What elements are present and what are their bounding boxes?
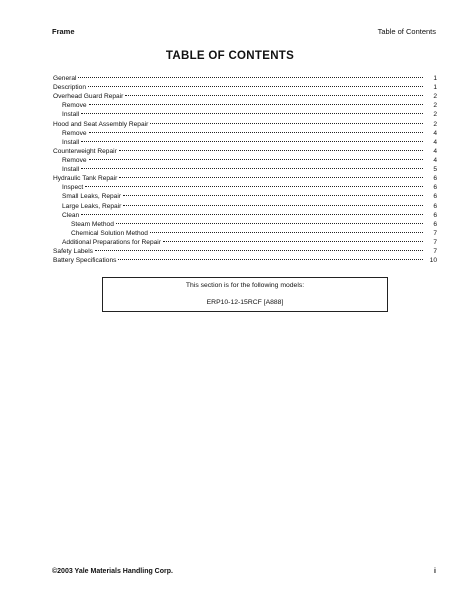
toc-entry[interactable] xyxy=(53,256,437,265)
toc-entry-page: 7 xyxy=(433,229,437,237)
page-title: TABLE OF CONTENTS xyxy=(165,50,295,62)
toc-entry-page: 4 xyxy=(433,138,437,146)
toc-entry-label: Install xyxy=(62,111,80,119)
toc-entry[interactable] xyxy=(53,192,437,201)
toc-entry[interactable] xyxy=(53,183,437,192)
dot-leader xyxy=(119,177,423,178)
toc-entry-label: Clean xyxy=(62,211,80,219)
toc-entry-page: 6 xyxy=(433,211,437,219)
dot-leader xyxy=(118,259,423,260)
toc-entry[interactable] xyxy=(53,74,437,83)
toc-entry-page: 2 xyxy=(433,120,437,128)
toc-entry-page: 5 xyxy=(433,166,437,174)
toc-entry-page: 6 xyxy=(433,202,437,210)
dot-leader xyxy=(95,250,423,251)
toc-entry[interactable] xyxy=(53,147,437,156)
table-of-contents xyxy=(53,74,437,265)
dot-leader xyxy=(150,123,423,124)
toc-entry-page: 6 xyxy=(433,193,437,201)
dot-leader xyxy=(78,77,423,78)
copyright-footer: ©2003 Yale Materials Handling Corp. xyxy=(52,568,173,575)
toc-entry[interactable] xyxy=(53,211,437,220)
toc-entry-label: Small Leaks, Repair xyxy=(62,193,122,201)
toc-entry-label: Safety Labels xyxy=(53,248,93,256)
dot-leader xyxy=(89,132,423,133)
toc-entry-label: Remove xyxy=(62,129,87,137)
toc-entry-page: 6 xyxy=(433,220,437,228)
toc-entry-page: 4 xyxy=(433,156,437,164)
dot-leader xyxy=(81,141,423,142)
toc-entry[interactable] xyxy=(53,238,437,247)
models-box xyxy=(102,277,388,312)
toc-entry[interactable] xyxy=(53,92,437,101)
dot-leader xyxy=(81,113,423,114)
toc-entry-label: General xyxy=(53,75,77,82)
toc-entry-label: Hydraulic Tank Repair xyxy=(53,175,118,183)
toc-entry-page: 1 xyxy=(433,84,437,92)
toc-entry-page: 10 xyxy=(429,257,437,265)
dot-leader xyxy=(123,195,423,196)
dot-leader xyxy=(89,104,423,105)
toc-entry[interactable] xyxy=(53,165,437,174)
toc-entry-page: 4 xyxy=(433,147,437,155)
toc-entry-page: 6 xyxy=(433,184,437,192)
toc-entry-label: Remove xyxy=(62,156,87,164)
toc-entry-label: Description xyxy=(53,84,86,92)
toc-entry[interactable] xyxy=(53,83,437,92)
dot-leader xyxy=(89,159,423,160)
running-header-section: Frame xyxy=(52,27,75,36)
toc-entry[interactable] xyxy=(53,174,437,183)
toc-entry-label: Install xyxy=(62,166,80,174)
toc-entry-label: Install xyxy=(62,138,80,146)
toc-entry-page: 2 xyxy=(433,102,437,110)
toc-entry-page: 4 xyxy=(433,129,437,137)
toc-entry-page: 2 xyxy=(433,93,437,101)
toc-entry-label: Remove xyxy=(62,102,87,110)
toc-entry-page: 6 xyxy=(433,175,437,183)
dot-leader xyxy=(81,168,423,169)
dot-leader xyxy=(123,205,423,206)
toc-entry[interactable] xyxy=(53,110,437,119)
toc-entry[interactable] xyxy=(53,138,437,147)
page-number: i xyxy=(434,568,436,575)
toc-entry-page: 2 xyxy=(433,111,437,119)
dot-leader xyxy=(163,241,423,242)
dot-leader xyxy=(85,186,423,187)
toc-entry[interactable] xyxy=(53,247,437,256)
model-number: ERP10-12-15RCF [A888] xyxy=(206,299,284,306)
toc-entry-label: Battery Specifications xyxy=(53,257,117,265)
toc-entry-label: Inspect xyxy=(62,184,84,192)
toc-entry-page: 7 xyxy=(433,238,437,246)
toc-entry[interactable] xyxy=(53,101,437,110)
dot-leader xyxy=(81,214,423,215)
toc-entry-label: Large Leaks, Repair xyxy=(62,202,122,210)
toc-entry[interactable] xyxy=(53,129,437,138)
models-intro: This section is for the following models: xyxy=(185,282,305,289)
running-header-doc-part: Table of Contents xyxy=(377,27,436,36)
toc-entry-page: 7 xyxy=(433,248,437,256)
toc-entry[interactable] xyxy=(53,156,437,165)
toc-entry-label: Counterweight Repair xyxy=(53,147,117,155)
toc-entry-label: Overhead Guard Repair xyxy=(53,93,124,101)
toc-entry[interactable] xyxy=(53,120,437,129)
toc-entry-label: Steam Method xyxy=(71,220,114,228)
toc-entry[interactable] xyxy=(53,229,437,238)
dot-leader xyxy=(125,95,423,96)
toc-entry[interactable] xyxy=(53,202,437,211)
toc-entry-page: 1 xyxy=(433,75,437,82)
dot-leader xyxy=(116,223,423,224)
toc-entry[interactable] xyxy=(53,220,437,229)
toc-entry-label: Additional Preparations for Repair xyxy=(62,238,161,246)
toc-entry-label: Chemical Solution Method xyxy=(71,229,148,237)
toc-entry-label: Hood and Seat Assembly Repair xyxy=(53,120,149,128)
dot-leader xyxy=(88,86,423,87)
dot-leader xyxy=(150,232,423,233)
dot-leader xyxy=(119,150,423,151)
